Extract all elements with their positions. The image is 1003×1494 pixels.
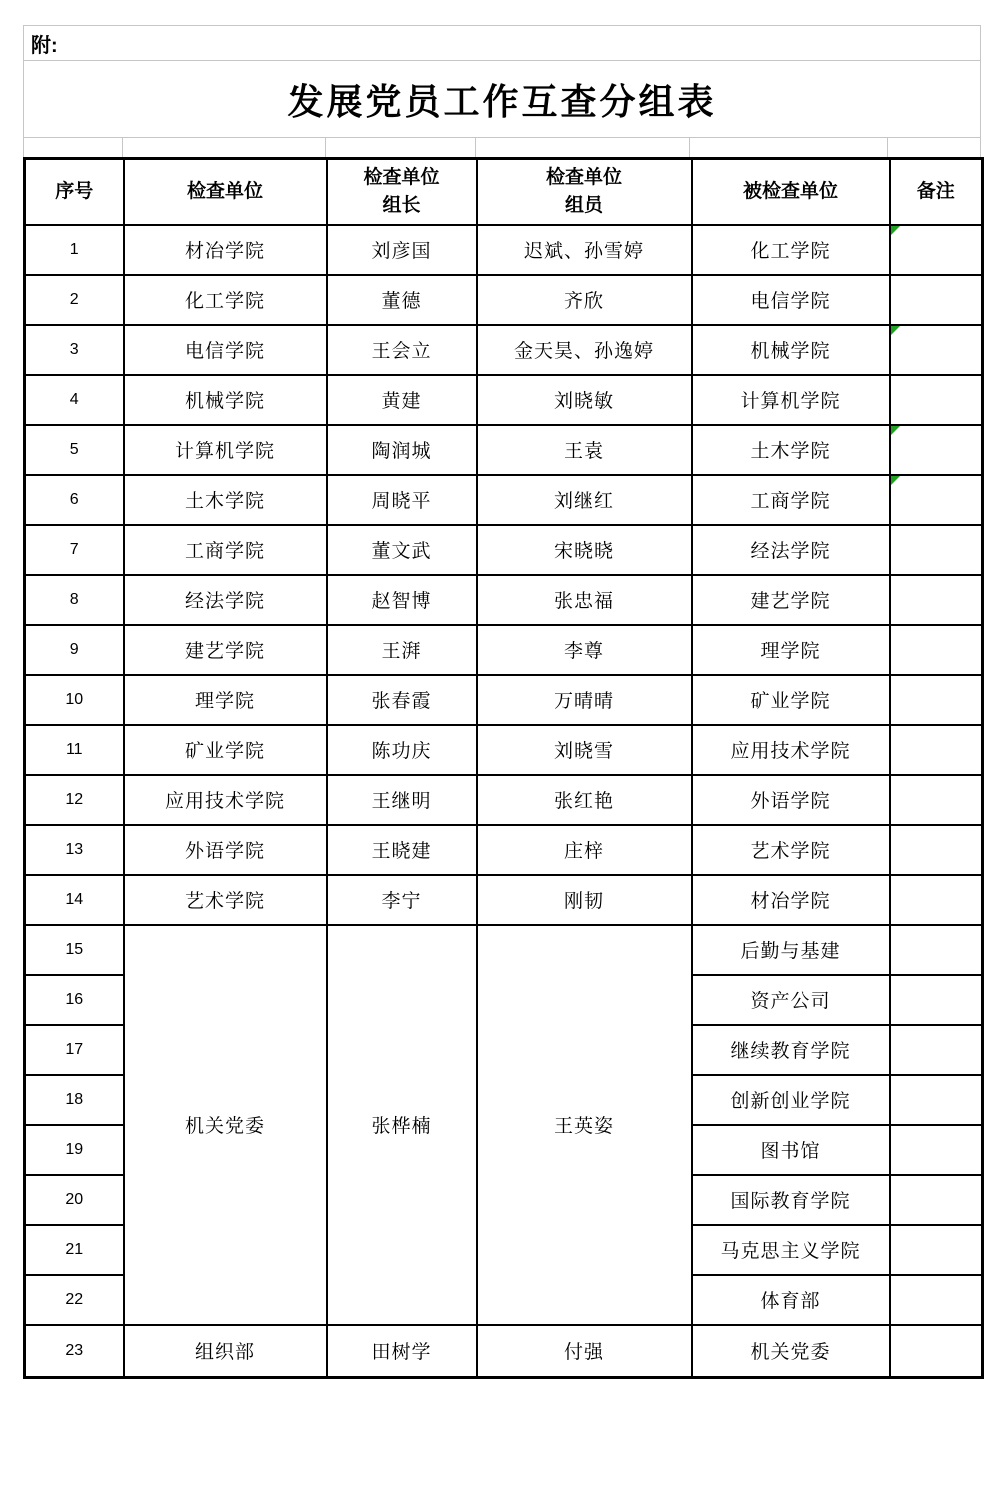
cell-unit: 理学院 bbox=[124, 675, 327, 725]
table-row bbox=[25, 1325, 983, 1378]
cell-note bbox=[890, 675, 983, 725]
cell-note bbox=[890, 925, 983, 975]
cell-no: 1 bbox=[25, 225, 124, 275]
cell-unit-merged: 机关党委 bbox=[124, 925, 327, 1325]
cell-leader: 周晓平 bbox=[327, 475, 477, 525]
page-title: 发展党员工作互查分组表 bbox=[23, 60, 981, 138]
cell-no: 10 bbox=[25, 675, 124, 725]
cell-inspected: 外语学院 bbox=[692, 775, 890, 825]
cell-no: 19 bbox=[25, 1125, 124, 1175]
cell-inspected: 理学院 bbox=[692, 625, 890, 675]
cell-inspected: 资产公司 bbox=[692, 975, 890, 1025]
cell-inspected: 材冶学院 bbox=[692, 875, 890, 925]
cell-member: 刚韧 bbox=[477, 875, 692, 925]
cell-no: 20 bbox=[25, 1175, 124, 1225]
cell-inspected: 体育部 bbox=[692, 1275, 890, 1325]
cell-note bbox=[890, 1025, 983, 1075]
cell-unit: 机械学院 bbox=[124, 375, 327, 425]
cell-member: 李尊 bbox=[477, 625, 692, 675]
cell-member-merged: 王英姿 bbox=[477, 925, 692, 1325]
cell-inspected: 工商学院 bbox=[692, 475, 890, 525]
cell-no: 23 bbox=[25, 1325, 124, 1378]
spacer-cell bbox=[24, 138, 123, 157]
cell-unit: 矿业学院 bbox=[124, 725, 327, 775]
cell-inspected: 化工学院 bbox=[692, 225, 890, 275]
cell-leader: 王会立 bbox=[327, 325, 477, 375]
cell-unit: 组织部 bbox=[124, 1325, 327, 1378]
header-member bbox=[477, 159, 692, 225]
table-row bbox=[25, 875, 983, 925]
cell-member: 张忠福 bbox=[477, 575, 692, 625]
cell-leader: 刘彦国 bbox=[327, 225, 477, 275]
spacer-cell bbox=[476, 138, 691, 157]
cell-no: 6 bbox=[25, 475, 124, 525]
cell-member: 庄梓 bbox=[477, 825, 692, 875]
cell-leader: 陶润城 bbox=[327, 425, 477, 475]
cell-no: 4 bbox=[25, 375, 124, 425]
header-member-line2: 组员 bbox=[564, 194, 603, 216]
cell-unit: 电信学院 bbox=[124, 325, 327, 375]
spreadsheet-area bbox=[23, 25, 981, 1379]
cell-inspected: 创新创业学院 bbox=[692, 1075, 890, 1125]
cell-unit: 建艺学院 bbox=[124, 625, 327, 675]
cell-no: 18 bbox=[25, 1075, 124, 1125]
cell-note bbox=[890, 225, 983, 275]
spacer-cell bbox=[123, 138, 326, 157]
cell-note bbox=[890, 875, 983, 925]
cell-member: 刘晓敏 bbox=[477, 375, 692, 425]
cell-no: 22 bbox=[25, 1275, 124, 1325]
cell-unit: 应用技术学院 bbox=[124, 775, 327, 825]
cell-note bbox=[890, 975, 983, 1025]
spacer-cell bbox=[888, 138, 980, 157]
cell-member: 万晴晴 bbox=[477, 675, 692, 725]
green-flag-icon bbox=[891, 426, 900, 435]
cell-leader: 张春霞 bbox=[327, 675, 477, 725]
cell-leader: 李宁 bbox=[327, 875, 477, 925]
green-flag-icon bbox=[891, 476, 900, 485]
header-note: 备注 bbox=[890, 159, 983, 225]
cell-note bbox=[890, 325, 983, 375]
cell-inspected: 应用技术学院 bbox=[692, 725, 890, 775]
table-row bbox=[25, 275, 983, 325]
cell-inspected: 矿业学院 bbox=[692, 675, 890, 725]
cell-no: 14 bbox=[25, 875, 124, 925]
table-row bbox=[25, 325, 983, 375]
header-row bbox=[25, 159, 983, 225]
cell-inspected: 机械学院 bbox=[692, 325, 890, 375]
cell-member: 付强 bbox=[477, 1325, 692, 1378]
table-row bbox=[25, 775, 983, 825]
cell-note bbox=[890, 275, 983, 325]
cell-unit: 艺术学院 bbox=[124, 875, 327, 925]
cell-no: 16 bbox=[25, 975, 124, 1025]
cell-member: 刘继红 bbox=[477, 475, 692, 525]
cell-no: 3 bbox=[25, 325, 124, 375]
cell-leader: 陈功庆 bbox=[327, 725, 477, 775]
table-row bbox=[25, 675, 983, 725]
cell-note bbox=[890, 1325, 983, 1378]
cell-note bbox=[890, 475, 983, 525]
cell-inspected: 电信学院 bbox=[692, 275, 890, 325]
cell-unit: 计算机学院 bbox=[124, 425, 327, 475]
cell-inspected: 机关党委 bbox=[692, 1325, 890, 1378]
table-row bbox=[25, 575, 983, 625]
spacer-row bbox=[23, 138, 981, 157]
cell-no: 17 bbox=[25, 1025, 124, 1075]
cell-leader: 董文武 bbox=[327, 525, 477, 575]
table-row bbox=[25, 525, 983, 575]
cell-no: 9 bbox=[25, 625, 124, 675]
cell-note bbox=[890, 425, 983, 475]
header-member-line1: 检查单位 bbox=[545, 167, 622, 189]
cell-no: 5 bbox=[25, 425, 124, 475]
cell-member: 金天昊、孙逸婷 bbox=[477, 325, 692, 375]
cell-note bbox=[890, 825, 983, 875]
cell-inspected: 马克思主义学院 bbox=[692, 1225, 890, 1275]
cell-note bbox=[890, 1075, 983, 1125]
table-row bbox=[25, 925, 983, 975]
green-flag-icon bbox=[891, 326, 900, 335]
cell-inspected: 继续教育学院 bbox=[692, 1025, 890, 1075]
header-unit: 检查单位 bbox=[124, 159, 327, 225]
table-row bbox=[25, 375, 983, 425]
cell-no: 13 bbox=[25, 825, 124, 875]
cell-note bbox=[890, 1275, 983, 1325]
grouping-table bbox=[23, 157, 984, 1379]
cell-note bbox=[890, 375, 983, 425]
cell-unit: 工商学院 bbox=[124, 525, 327, 575]
cell-leader: 田树学 bbox=[327, 1325, 477, 1378]
spacer-cell bbox=[326, 138, 476, 157]
cell-inspected: 建艺学院 bbox=[692, 575, 890, 625]
cell-inspected: 后勤与基建 bbox=[692, 925, 890, 975]
cell-no: 11 bbox=[25, 725, 124, 775]
table-row bbox=[25, 225, 983, 275]
cell-note bbox=[890, 1225, 983, 1275]
cell-unit: 外语学院 bbox=[124, 825, 327, 875]
cell-note bbox=[890, 575, 983, 625]
cell-unit: 经法学院 bbox=[124, 575, 327, 625]
header-inspected: 被检查单位 bbox=[692, 159, 890, 225]
cell-no: 21 bbox=[25, 1225, 124, 1275]
cell-leader: 赵智博 bbox=[327, 575, 477, 625]
green-flag-icon bbox=[891, 226, 900, 235]
cell-no: 8 bbox=[25, 575, 124, 625]
cell-member: 张红艳 bbox=[477, 775, 692, 825]
cell-inspected: 土木学院 bbox=[692, 425, 890, 475]
cell-no: 15 bbox=[25, 925, 124, 975]
cell-no: 12 bbox=[25, 775, 124, 825]
cell-note bbox=[890, 1125, 983, 1175]
spacer-cell bbox=[690, 138, 888, 157]
attachment-label: 附: bbox=[23, 25, 981, 60]
cell-no: 2 bbox=[25, 275, 124, 325]
cell-inspected: 经法学院 bbox=[692, 525, 890, 575]
cell-leader: 王晓建 bbox=[327, 825, 477, 875]
cell-unit: 材冶学院 bbox=[124, 225, 327, 275]
cell-note bbox=[890, 1175, 983, 1225]
cell-unit: 化工学院 bbox=[124, 275, 327, 325]
cell-member: 宋晓晓 bbox=[477, 525, 692, 575]
header-no: 序号 bbox=[25, 159, 124, 225]
header-leader-line2: 组长 bbox=[382, 194, 421, 216]
table-row bbox=[25, 725, 983, 775]
cell-inspected: 图书馆 bbox=[692, 1125, 890, 1175]
table-row bbox=[25, 475, 983, 525]
cell-note bbox=[890, 725, 983, 775]
header-leader-line1: 检查单位 bbox=[363, 167, 440, 189]
cell-leader: 黄建 bbox=[327, 375, 477, 425]
cell-inspected: 计算机学院 bbox=[692, 375, 890, 425]
header-leader bbox=[327, 159, 477, 225]
cell-note bbox=[890, 625, 983, 675]
cell-no: 7 bbox=[25, 525, 124, 575]
cell-inspected: 艺术学院 bbox=[692, 825, 890, 875]
cell-member: 迟斌、孙雪婷 bbox=[477, 225, 692, 275]
cell-leader: 王继明 bbox=[327, 775, 477, 825]
cell-member: 王袁 bbox=[477, 425, 692, 475]
cell-leader: 董德 bbox=[327, 275, 477, 325]
cell-note bbox=[890, 525, 983, 575]
cell-member: 刘晓雪 bbox=[477, 725, 692, 775]
cell-unit: 土木学院 bbox=[124, 475, 327, 525]
cell-member: 齐欣 bbox=[477, 275, 692, 325]
cell-inspected: 国际教育学院 bbox=[692, 1175, 890, 1225]
cell-leader-merged: 张桦楠 bbox=[327, 925, 477, 1325]
table-row bbox=[25, 625, 983, 675]
table-row bbox=[25, 825, 983, 875]
cell-note bbox=[890, 775, 983, 825]
table-row bbox=[25, 425, 983, 475]
cell-leader: 王湃 bbox=[327, 625, 477, 675]
